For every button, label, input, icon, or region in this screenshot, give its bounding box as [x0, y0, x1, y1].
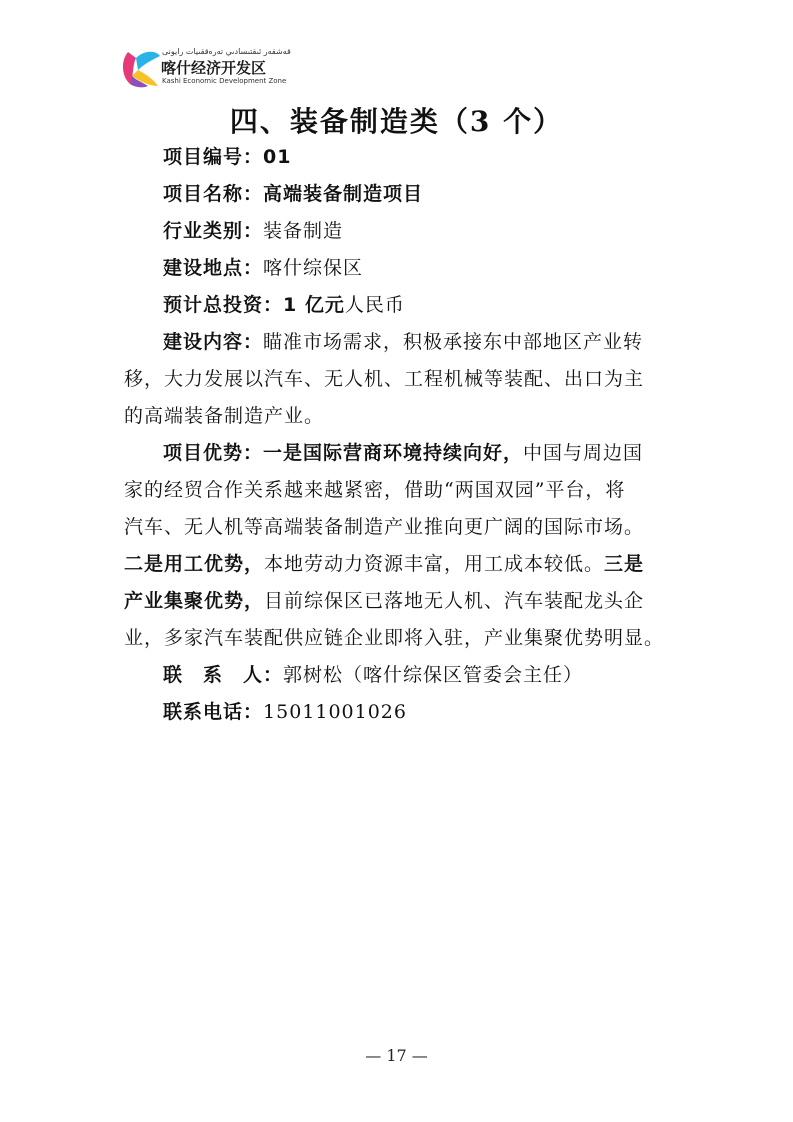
project-name-line	[163, 182, 713, 206]
phone-label: 联系电话：	[163, 701, 264, 723]
advantage-text-4: 本地劳动力资源丰富，用工成本较低。	[264, 553, 605, 575]
advantage-line-5	[124, 589, 674, 613]
contact-label: 联 系 人：	[163, 664, 284, 686]
contact-line	[163, 663, 713, 687]
section-heading: 四、装备制造类（3 个）	[229, 105, 564, 138]
investment-value: 1 亿元	[283, 294, 345, 316]
phone-value: 15011001026	[263, 701, 407, 723]
investment-label: 预计总投资：	[163, 294, 284, 316]
content-line-3: 的高端装备制造产业。	[124, 405, 325, 427]
content-line-1	[163, 330, 713, 354]
logo-uyghur-text: قەشقەر ئىقتىسادىي تەرەققىيات رايونى	[162, 47, 291, 56]
advantage-point-1: 一是国际营商环境持续向好，	[263, 442, 524, 464]
project-name-label: 项目名称：	[163, 183, 264, 205]
location-value: 喀什综保区	[263, 257, 364, 279]
advantage-line-4	[124, 552, 674, 576]
content-line-2: 移，大力发展以汽车、无人机、工程机械等装配、出口为主	[124, 368, 645, 390]
logo-english-text: Kashi Economic Development Zone	[162, 77, 287, 85]
project-number-line	[163, 145, 713, 169]
advantage-text-5: 目前综保区已落地无人机、汽车装配龙头企	[264, 590, 645, 612]
contact-value: 郭树松（喀什综保区管委会主任）	[283, 664, 584, 686]
logo-chinese-text: 喀什经济开发区	[161, 59, 267, 77]
content-label: 建设内容：	[163, 331, 264, 353]
industry-label: 行业类别：	[163, 220, 264, 242]
advantage-label: 项目优势：	[163, 442, 264, 464]
advantage-point-3-start: 三是	[604, 553, 645, 575]
investment-line	[163, 293, 713, 317]
investment-currency: 人民币	[344, 294, 405, 316]
kashi-logo	[118, 46, 291, 90]
advantage-text-1: 中国与周边国	[523, 442, 644, 464]
advantage-point-2: 二是用工优势，	[124, 553, 265, 575]
location-label: 建设地点：	[163, 257, 264, 279]
phone-line	[163, 700, 713, 724]
project-number-label: 项目编号：	[163, 146, 264, 168]
location-line	[163, 256, 713, 280]
page-number: — 17 —	[365, 1046, 428, 1065]
advantage-line-2: 家的经贸合作关系越来越紧密，借助“两国双园”平台，将	[124, 479, 626, 501]
advantage-line-1	[163, 441, 713, 465]
project-number-value: 01	[263, 146, 292, 168]
project-name-value: 高端装备制造项目	[263, 183, 424, 205]
advantage-line-6: 业，多家汽车装配供应链企业即将入驻，产业集聚优势明显。	[124, 627, 665, 649]
kashi-logo-mark-icon	[118, 46, 162, 90]
industry-value: 装备制造	[263, 220, 344, 242]
advantage-point-3: 产业集聚优势，	[124, 590, 265, 612]
content-text-1: 瞄准市场需求，积极承接东中部地区产业转	[263, 331, 644, 353]
advantage-line-3: 汽车、无人机等高端装备制造产业推向更广阔的国际市场。	[124, 516, 645, 538]
industry-line	[163, 219, 713, 243]
